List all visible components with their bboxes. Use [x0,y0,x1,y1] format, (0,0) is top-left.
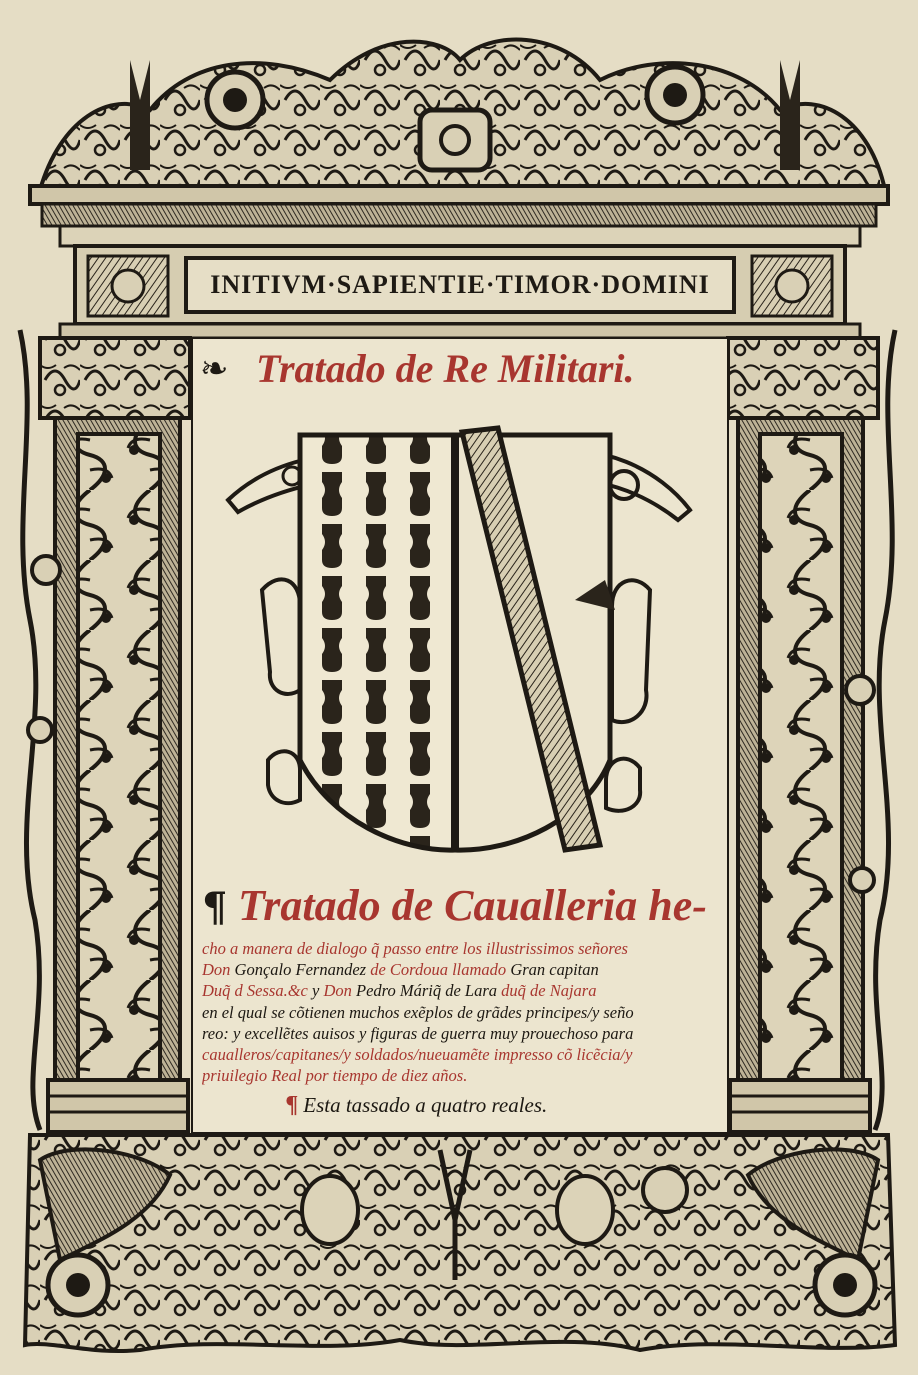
body-line [202,1044,730,1065]
body-text-segment: Gonçalo Fernandez [234,960,371,980]
body-line [202,980,730,1001]
subtitle-line [200,880,735,936]
body-text-segment: y [312,981,324,1001]
body-text-segment: de Cordoua llamado [370,960,511,980]
price-line [286,1092,616,1119]
fleuron-icon: ❧ [200,349,229,389]
body-text-segment: Don [202,960,235,980]
price-text: Esta tassado a quatro reales. [303,1093,548,1117]
price-pilcrow-icon: ¶ [286,1092,298,1118]
description-paragraph [202,938,730,1086]
body-line [202,1002,730,1023]
body-line [202,1023,730,1044]
main-title: Tratado de Re Militari. [256,346,635,391]
body-text-segment: en el qual se cõtienen muchos exẽplos de grãdes principes/y seño [202,1002,634,1022]
body-text-segment: Gran capitan [510,960,599,980]
pilcrow-icon: ¶ [202,884,228,931]
main-title-line [200,345,730,395]
body-line [202,938,730,959]
body-text-segment: cho a manera de dialogo q̃ passo entre los illustrissimos señores [202,939,628,958]
motto-banner: INITIVM·SAPIENTIE·TIMOR·DOMINI [210,270,710,299]
body-text-segment: reo: y excellẽtes auisos y figuras de guerra muy prouechoso para [202,1023,634,1043]
body-text-segment: duq̃ de Najara [501,981,597,1001]
body-text-segment: Don [323,981,356,1001]
subtitle: Tratado de Caualleria he- [238,881,707,930]
body-line [202,1065,730,1086]
body-text-segment: priuilegio Real por tiempo de diez años. [202,1066,468,1086]
body-text-segment: Duq̃ d Sessa.&c [202,981,312,1001]
body-line [202,959,730,980]
body-text-segment: caualleros/capitanes/y soldados/nueuamẽte impresso cõ licẽcia/y [202,1045,633,1065]
body-text-segment: Pedro Máriq̃ de Lara [356,981,502,1001]
